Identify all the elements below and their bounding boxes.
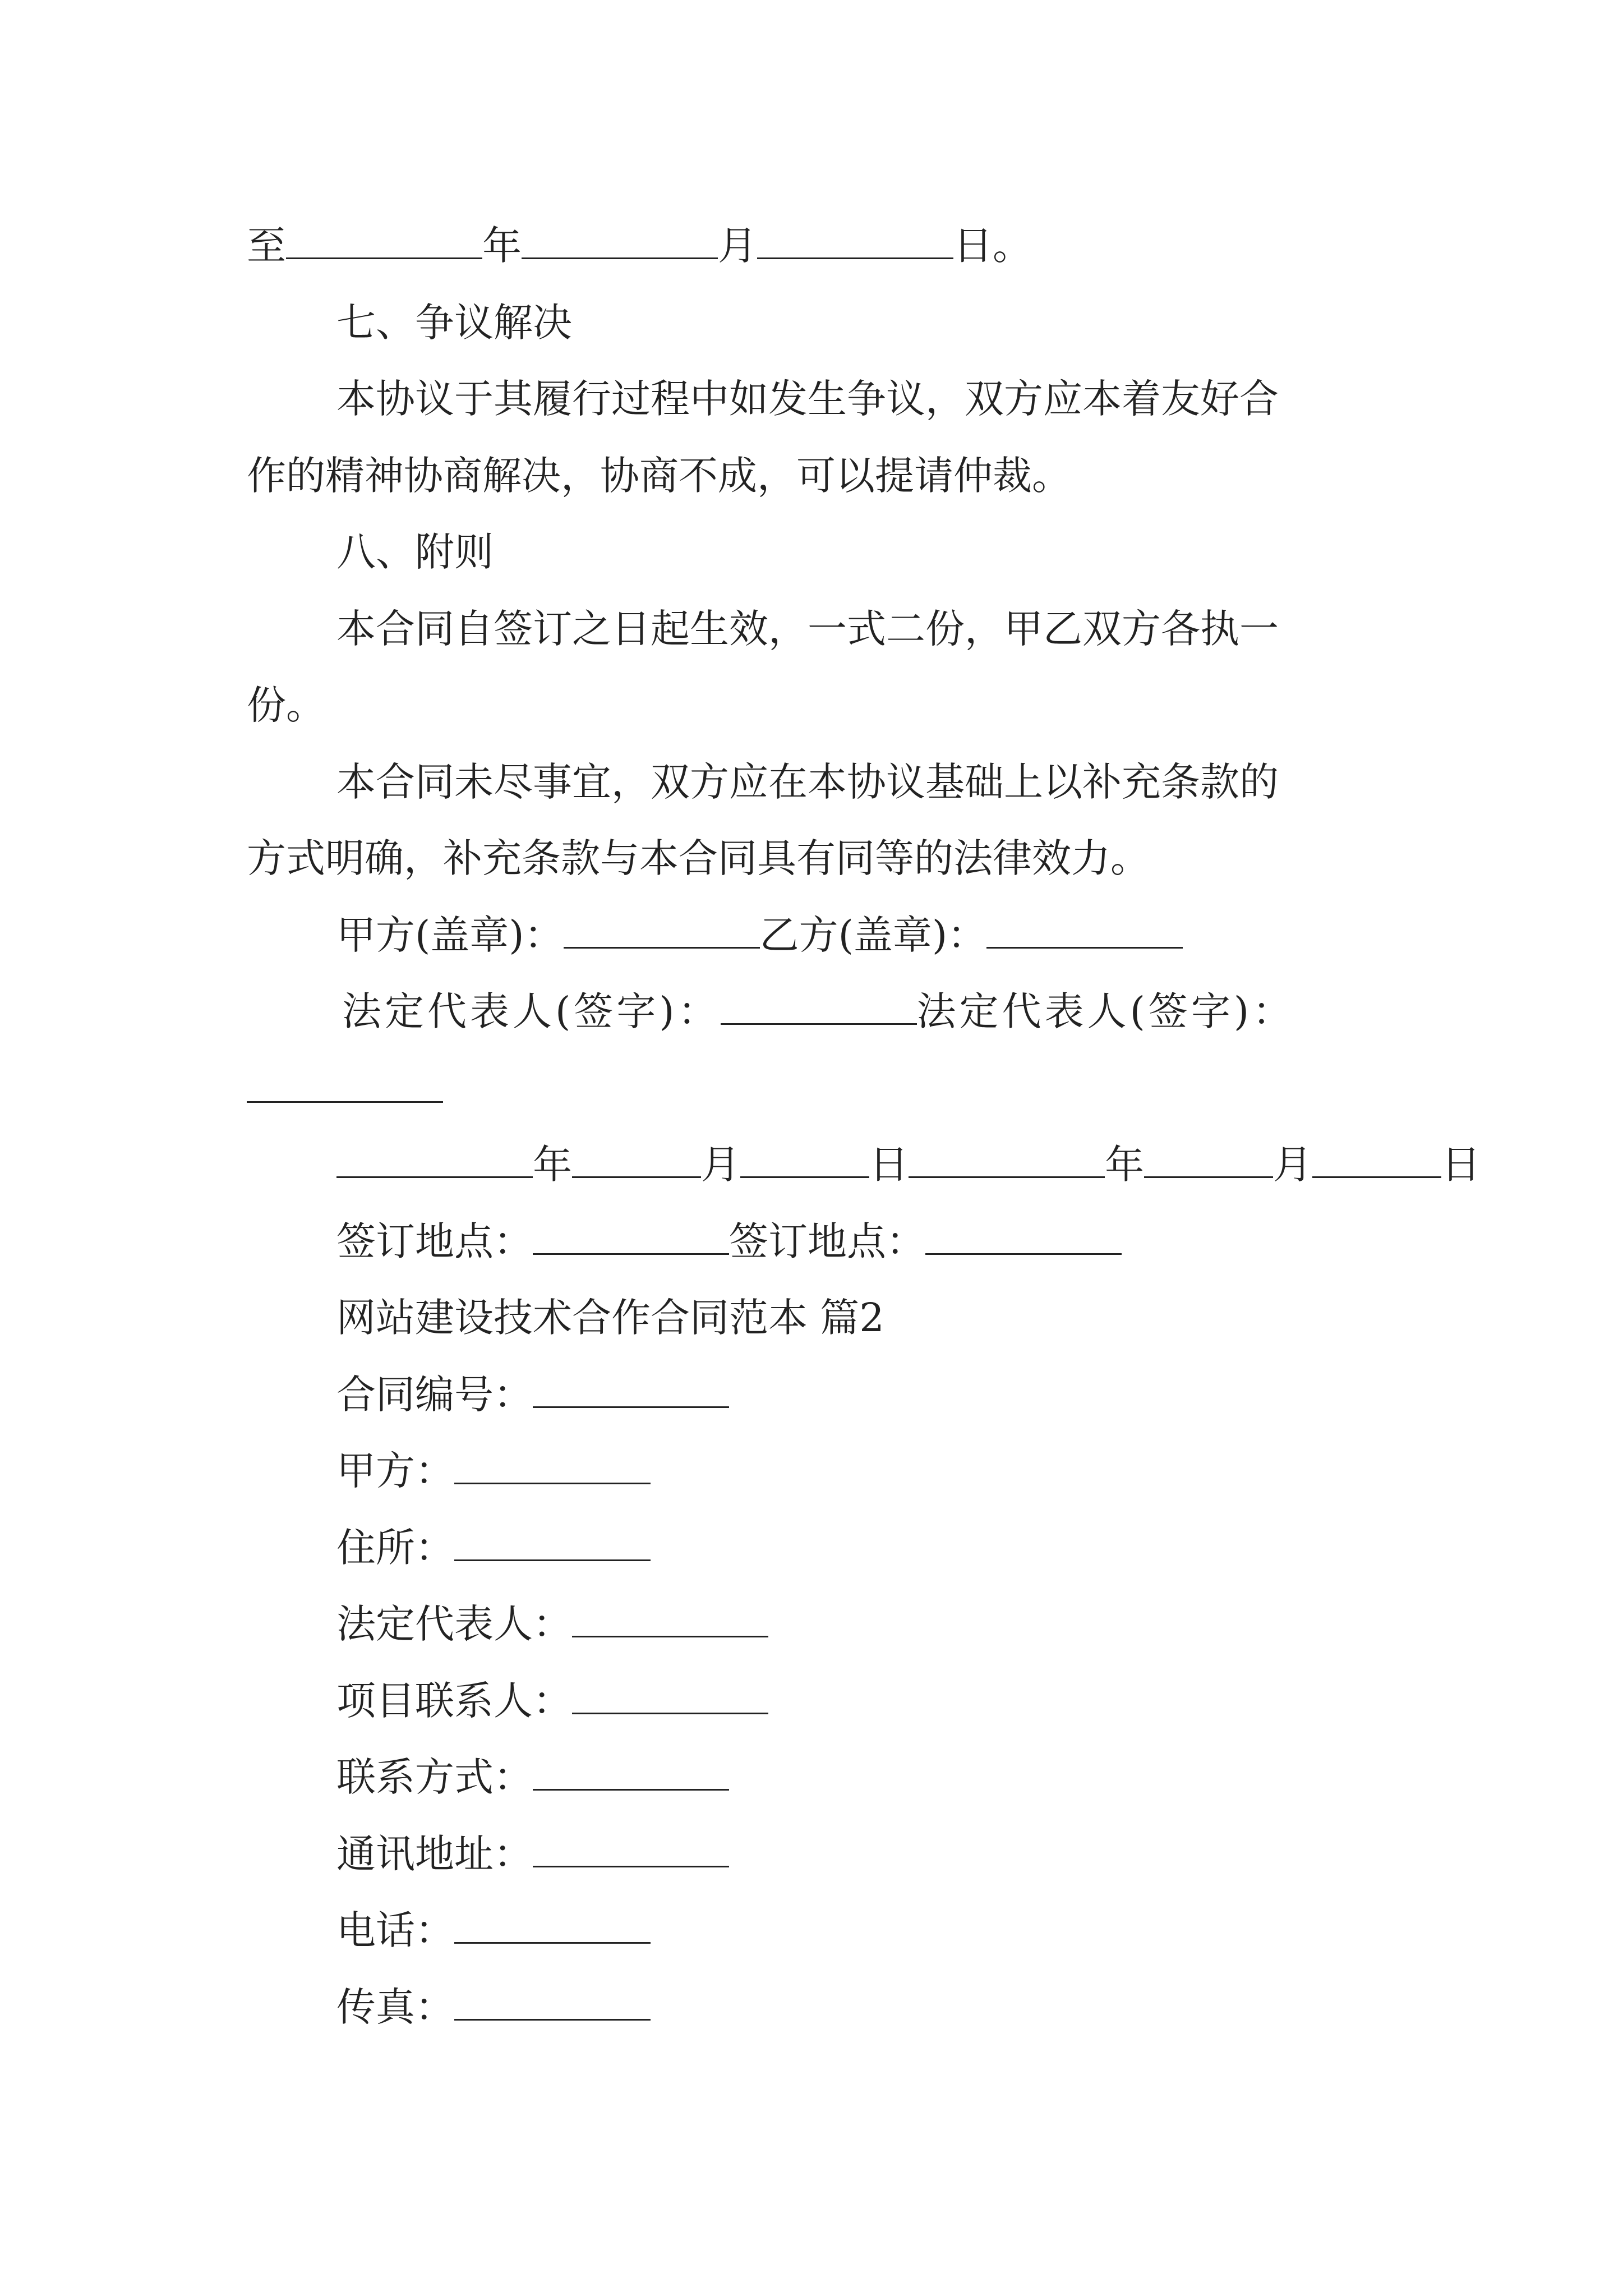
effective-paragraph-line-1: 本合同自签订之日起生效，一式二份，甲乙双方各执一 (336, 606, 1279, 652)
legal-rep-label: 法定代表人： (336, 1601, 572, 1647)
project-contact-blank (572, 1679, 768, 1714)
project-contact-label: 项目联系人： (336, 1678, 572, 1724)
legal-rep-blank (572, 1602, 768, 1637)
sign-place-line (336, 1216, 1122, 1267)
blank-day-a (740, 1143, 869, 1178)
legal-rep-sign-line (342, 986, 1295, 1037)
text-nian-a: 年 (533, 1142, 572, 1188)
party-a-blank (454, 1449, 651, 1484)
legal-rep-sign-label-b: 法定代表人(签字)： (916, 988, 1295, 1034)
field-phone (336, 1905, 651, 1955)
sign-place-blank-b (925, 1220, 1122, 1255)
legal-rep-sign-label-a: 法定代表人(签字)： (342, 988, 721, 1034)
field-address (336, 1522, 651, 1573)
heading-dispute-resolution: 七、争议解决 (336, 300, 572, 346)
dispute-paragraph-line-2: 作的精神协商解决，协商不成，可以提请仲裁。 (247, 453, 1071, 499)
blank-year-a (336, 1143, 533, 1178)
supplement-paragraph-line-1: 本合同未尽事宜，双方应在本协议基础上以补充条款的 (336, 759, 1279, 805)
seal-line (336, 910, 1183, 960)
field-party-a (336, 1446, 651, 1496)
heading-supplementary: 八、附则 (336, 529, 494, 575)
blank-day (757, 224, 953, 259)
blank-month-a (572, 1143, 701, 1178)
mailing-address-label: 通讯地址： (336, 1831, 533, 1877)
text-ri-b: 日 (1441, 1142, 1481, 1188)
section-2-title: 网站建设技术合作合同范本 篇2 (336, 1295, 884, 1341)
field-project-contact (336, 1676, 768, 1726)
party-a-seal-blank (564, 913, 760, 949)
field-contract-no (336, 1369, 729, 1420)
text-nian-b: 年 (1105, 1142, 1144, 1188)
text-ri-a: 日 (869, 1142, 909, 1188)
phone-label: 电话： (336, 1907, 454, 1953)
effective-paragraph-line-2: 份。 (247, 682, 325, 728)
sign-place-label-a: 签订地点： (336, 1218, 533, 1264)
text-yue-b: 月 (1273, 1142, 1312, 1188)
sign-place-label-b: 签订地点： (729, 1218, 925, 1264)
text-yue: 月 (718, 223, 757, 269)
sign-place-blank-a (533, 1220, 729, 1255)
party-a-label: 甲方： (336, 1448, 454, 1494)
blank-year-b (909, 1143, 1105, 1178)
text-zhi: 至 (247, 223, 286, 269)
field-legal-rep (336, 1599, 768, 1649)
party-a-seal-label: 甲方(盖章)： (336, 912, 564, 958)
supplement-paragraph-line-2: 方式明确，补充条款与本合同具有同等的法律效力。 (247, 835, 1150, 881)
fax-label: 传真： (336, 1984, 454, 2030)
contract-no-blank (533, 1373, 729, 1408)
address-blank (454, 1526, 651, 1561)
dispute-paragraph-line-1: 本协议于其履行过程中如发生争议，双方应本着友好合 (336, 376, 1279, 422)
text-ri: 日。 (953, 223, 1032, 269)
address-label: 住所： (336, 1525, 454, 1571)
phone-blank (454, 1908, 651, 1944)
blank-year (286, 224, 482, 259)
field-mailing-address (336, 1829, 729, 1879)
end-date-line (247, 220, 1032, 271)
text-yue-a: 月 (701, 1142, 740, 1188)
party-b-seal-blank (986, 913, 1183, 949)
field-contact-method (336, 1752, 729, 1802)
legal-rep-sign-blank-a (721, 990, 917, 1025)
blank-month-b (1144, 1143, 1273, 1178)
blank-month (522, 224, 718, 259)
field-fax (336, 1982, 651, 2032)
blank-day-b (1312, 1143, 1441, 1178)
legal-rep-sign-blank-b (247, 1068, 443, 1103)
sign-date-line (336, 1139, 1481, 1190)
mailing-address-blank (533, 1832, 729, 1867)
contact-method-blank (533, 1755, 729, 1791)
contract-no-label: 合同编号： (336, 1372, 533, 1418)
party-b-seal-label: 乙方(盖章)： (759, 912, 987, 958)
text-nian: 年 (482, 223, 522, 269)
contact-method-label: 联系方式： (336, 1754, 533, 1800)
fax-blank (454, 1985, 651, 2021)
